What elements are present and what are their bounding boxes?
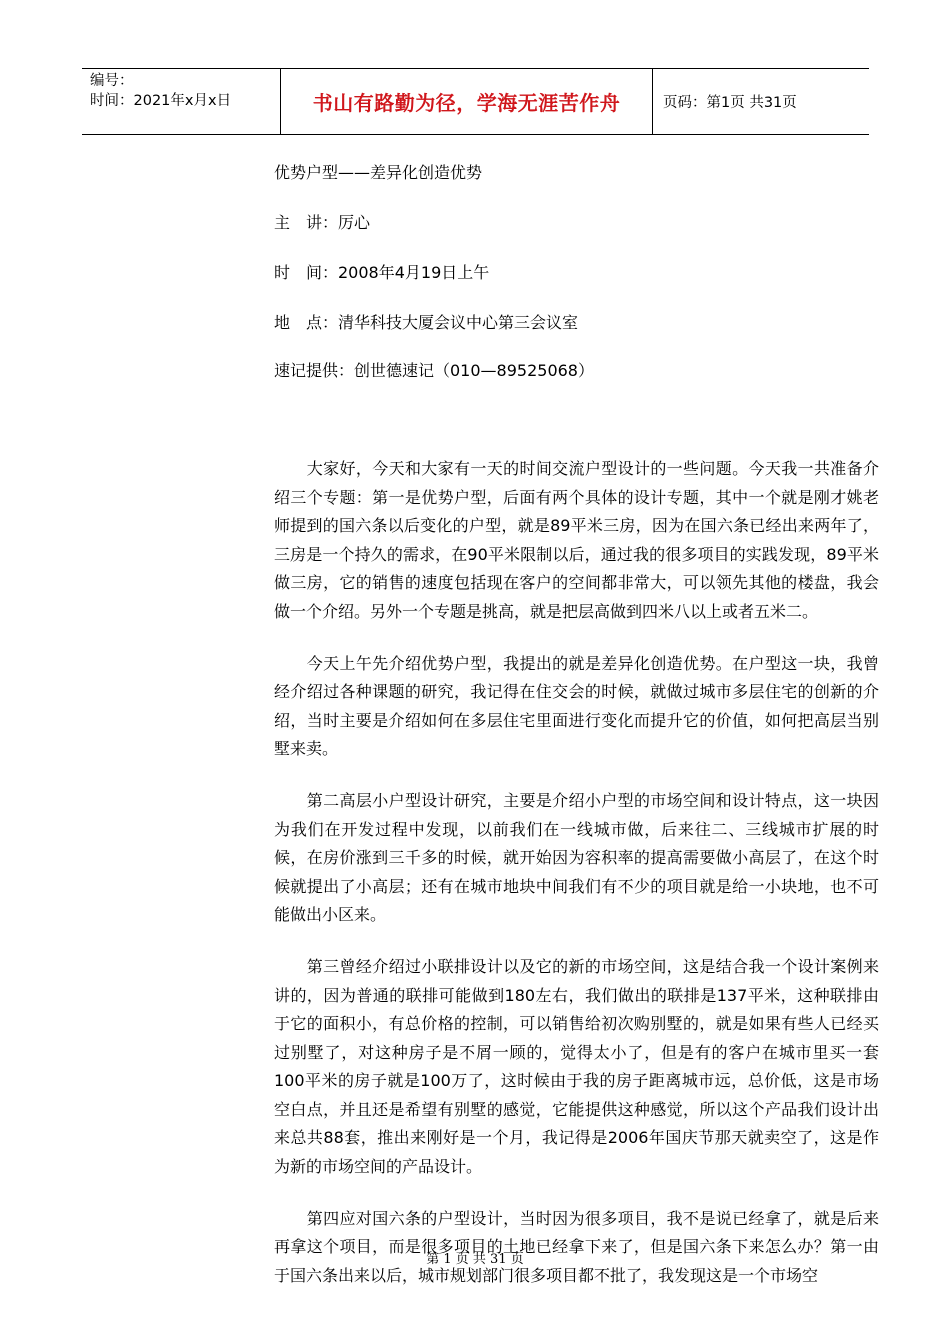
serial-number-label: 编号： [90, 73, 134, 89]
time-line: 时 间：2008年4月19日上午 [274, 263, 490, 282]
header-motto: 书山有路勤为径，学海无涯苦作舟 [281, 69, 653, 134]
stenography-line: 速记提供：创世德速记（010—89525068） [274, 361, 594, 380]
header-info-cell [82, 69, 281, 134]
speaker-line: 主 讲：厉心 [274, 213, 371, 232]
paragraph: 第四应对国六条的户型设计，当时因为很多项目，我不是说已经拿了，就是后来再拿这个项目，而是很多项目的土地已经拿下来了，但是国六条下来怎么办？第一由于国六条出来以后，城市规划部门很多项目都不批了，我发现这是一个市场空 [274, 1208, 879, 1285]
transcript-body [274, 455, 879, 1314]
paragraph: 大家好，今天和大家有一天的时间交流户型设计的一些问题。今天我一共准备介绍三个专题：第一是优势户型，后面有两个具体的设计专题，其中一个就是刚才姚老师提到的国六条以后变化的户型，就是89平米三房，因为在国六条已经出来两年了，三房是一个持久的需求，在90平米限制以后，通过我的很多项目的实践发现，89平米做三房，它的销售的速度包括现在客户的空间都非常大，可以领先其他的楼盘，我会做一个介绍。另外一个专题是挑高，就是把层高做到四米八以上或者五米二。 [274, 459, 879, 621]
page-footer: 第 1 页 共 31 页 [426, 1252, 524, 1267]
date-label: 时间：2021年x月x日 [90, 93, 232, 109]
paragraph: 第三曾经介绍过小联排设计以及它的新的市场空间，这是结合我一个设计案例来讲的，因为普通的联排可能做到180左右，我们做出的联排是137平米，这种联排由于它的面积小，有总价格的控制，可以销售给初次购别墅的，就是如果有些人已经买过别墅了，对这种房子是不屑一顾的，觉得太小了，但是有的客户在城市里买一套100平米的房子就是100万了，这时候由于我的房子距离城市远，总价低，这是市场空白点，并且还是希望有别墅的感觉，它能提供这种感觉，所以这个产品我们设计出来总共88套，推出来刚好是一个月，我记得是2006年国庆节那天就卖空了，这是作为新的市场空间的产品设计。 [274, 957, 879, 1176]
header-page-info: 页码：第1页 共31页 [663, 95, 797, 111]
location-line: 地 点：清华科技大厦会议中心第三会议室 [274, 313, 579, 332]
page-header [82, 68, 869, 135]
paragraph: 今天上午先介绍优势户型，我提出的就是差异化创造优势。在户型这一块，我曾经介绍过各种课题的研究，我记得在住交会的时候，就做过城市多层住宅的创新的介绍，当时主要是介绍如何在多层住宅里面进行变化而提升它的价值，如何把高层当别墅来卖。 [274, 653, 879, 758]
paragraph: 第二高层小户型设计研究，主要是介绍小户型的市场空间和设计特点，这一块因为我们在开发过程中发现，以前我们在一线城市做，后来往二、三线城市扩展的时候，在房价涨到三千多的时候，就开始因为容积率的提高需要做小高层了，在这个时候就提出了小高层；还有在城市地块中间我们有不少的项目就是给一小块地，也不可能做出小区来。 [274, 791, 879, 924]
document-title: 优势户型——差异化创造优势 [274, 163, 483, 182]
